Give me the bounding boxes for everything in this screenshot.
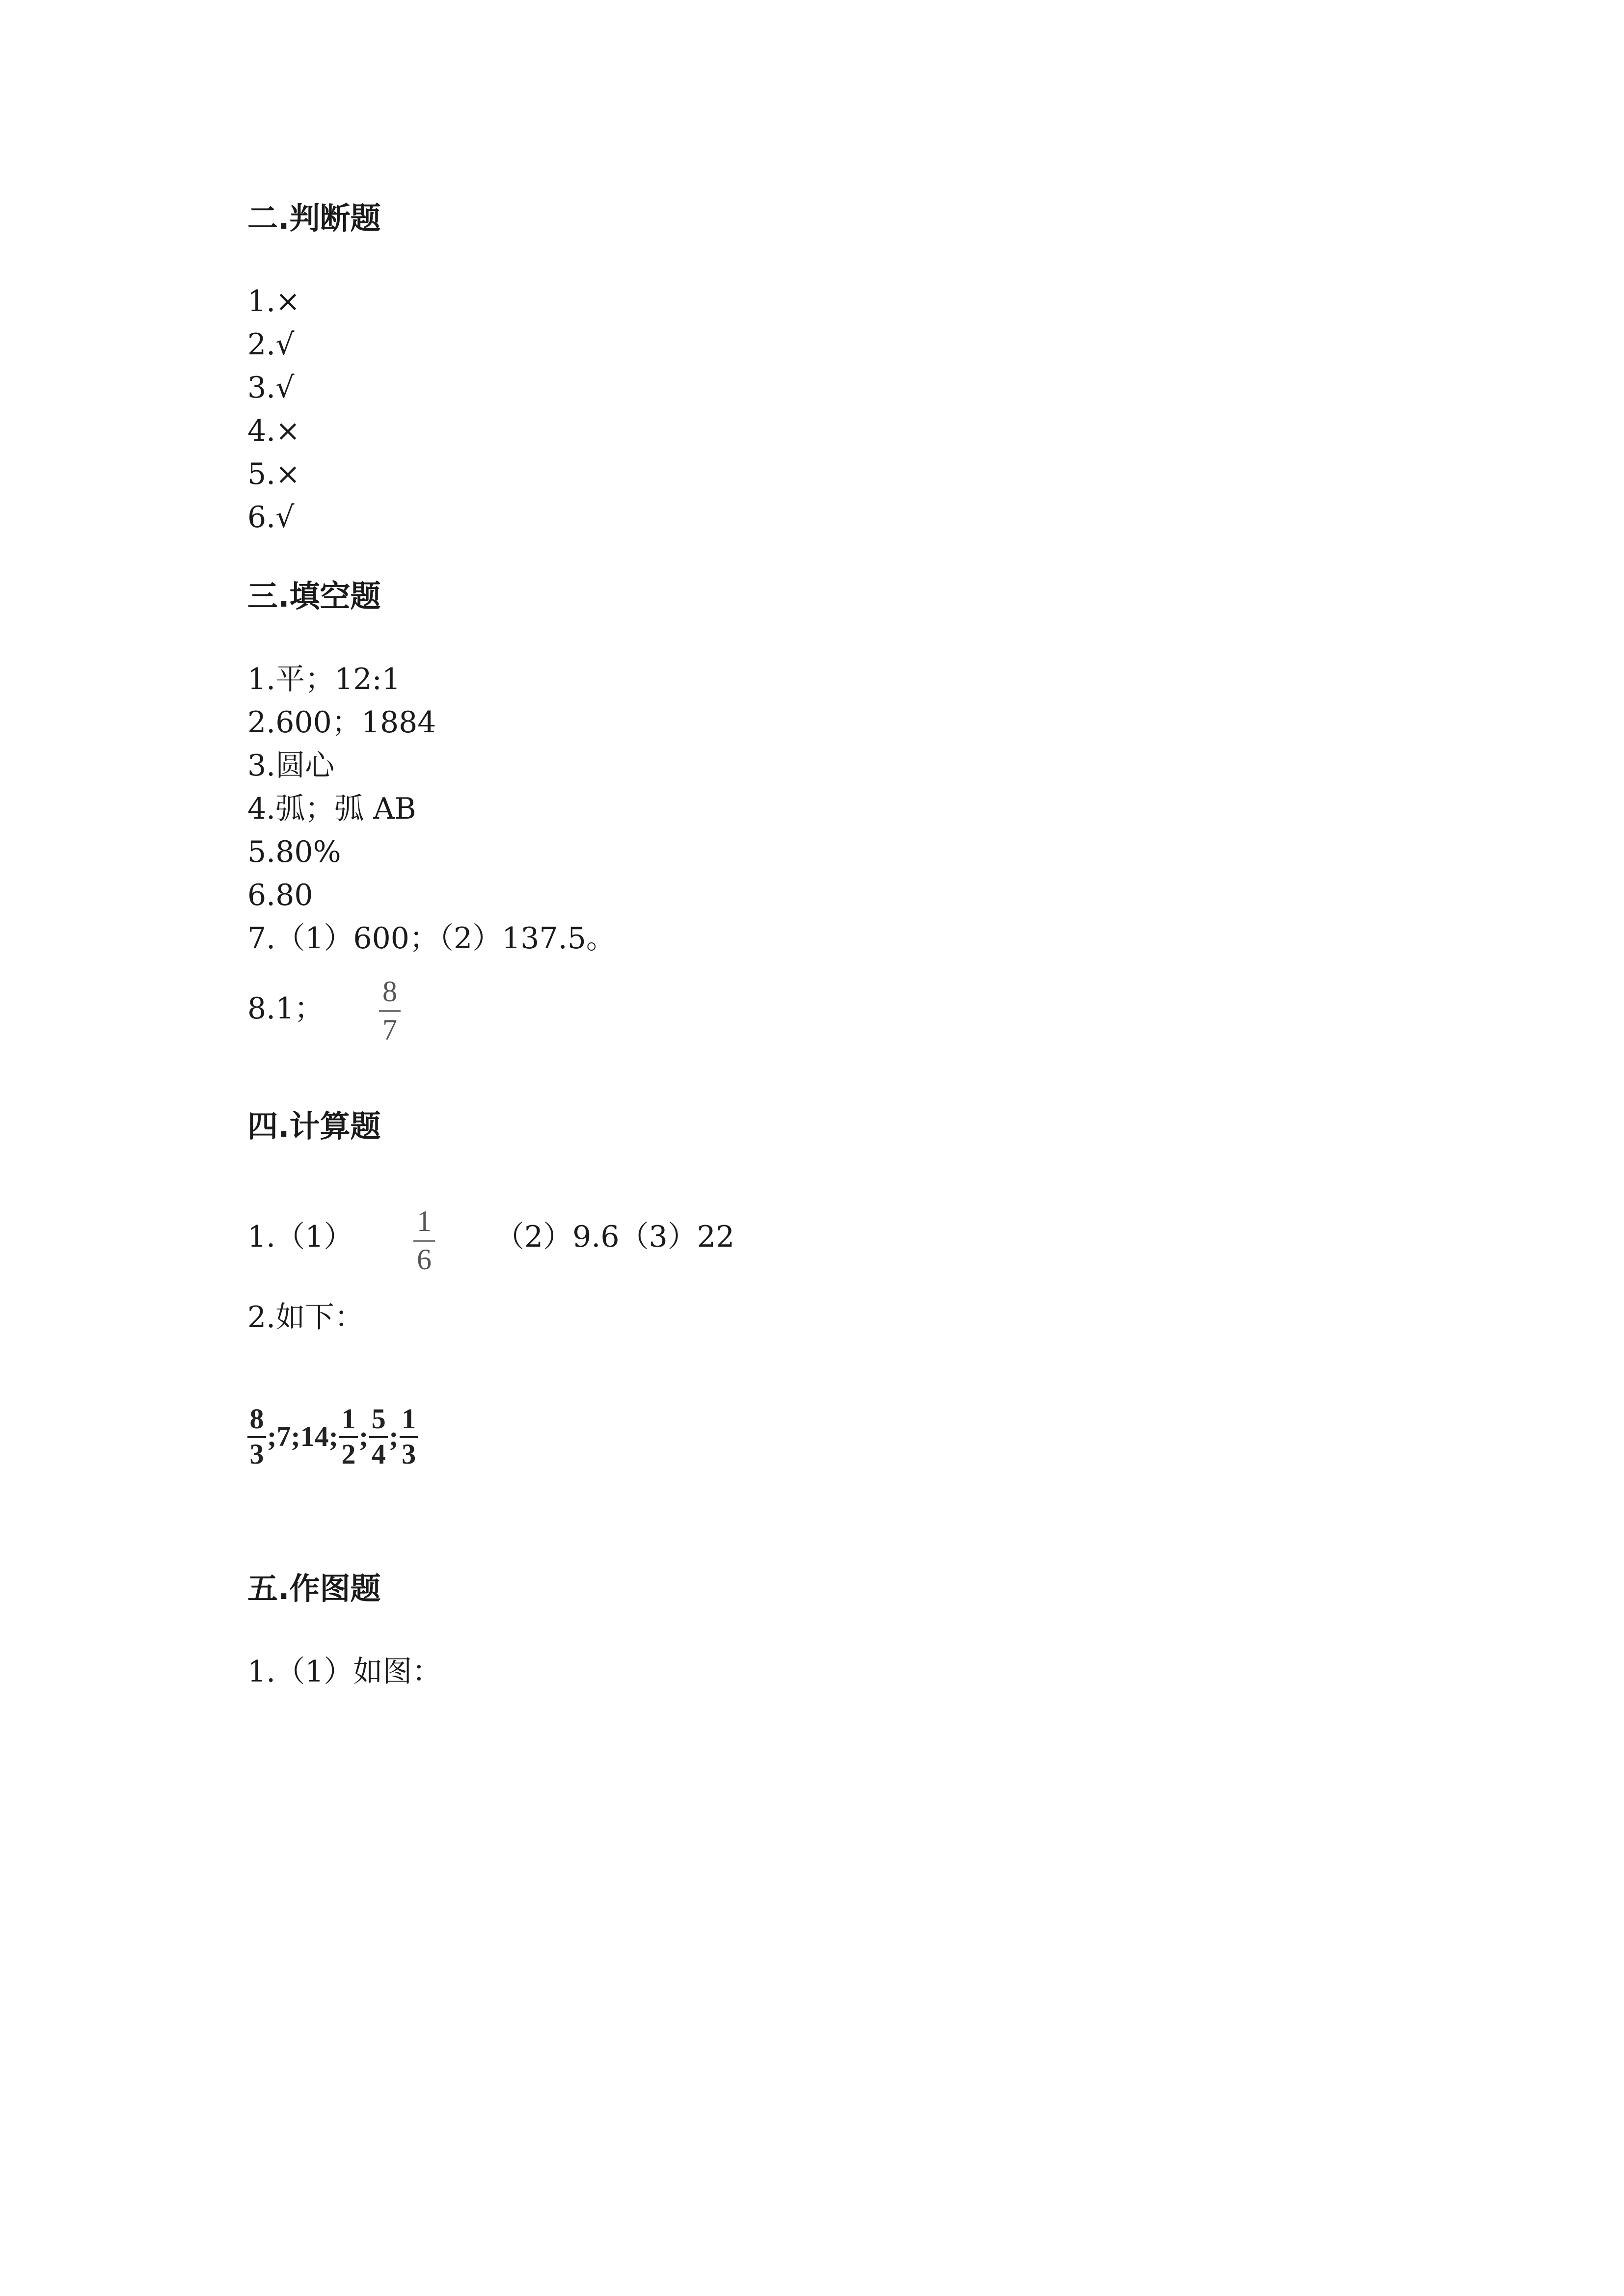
calc-answers-row [247, 1405, 418, 1468]
draw-item-1: 1.（1）如图： [247, 1655, 442, 1689]
calc-item-1-suffix: （2）9.6（3）22 [495, 1220, 735, 1254]
judge-item-5: 5.× [247, 457, 300, 491]
fill-item-4: 4.弧；弧 AB [247, 792, 416, 826]
judge-item-4: 4.× [247, 414, 300, 448]
fill-item-7: 7.（1）600；（2）137.5。 [247, 921, 616, 956]
fraction-denominator: 2 [341, 1438, 356, 1470]
fill-item-8-prefix: 8.1； [247, 991, 324, 1026]
judge-item-2: 2.√ [247, 327, 295, 362]
fraction-numerator: 8 [249, 1403, 264, 1435]
fraction-denominator: 6 [417, 1243, 432, 1276]
fraction-numerator: 5 [371, 1403, 386, 1435]
answer-separator: ; [358, 1420, 369, 1452]
fraction-denominator: 3 [402, 1438, 416, 1470]
fraction-numerator: 1 [341, 1403, 356, 1435]
fill-item-6: 6.80 [247, 878, 313, 912]
fill-item-3: 3.圆心 [247, 748, 335, 783]
section-title-calc: 四.计算题 [247, 1108, 381, 1144]
fraction-numerator: 1 [417, 1205, 432, 1237]
answer-fraction [247, 1405, 266, 1468]
calc-item-1-prefix: 1.（1） [247, 1220, 353, 1254]
fraction-denominator: 4 [371, 1438, 386, 1470]
fill-item-2: 2.600；1884 [247, 705, 436, 740]
answer-fraction [369, 1405, 388, 1468]
judge-item-1: 1.× [247, 284, 300, 319]
fraction-denominator: 3 [249, 1438, 264, 1470]
fill-item-8-fraction [379, 977, 401, 1044]
calc-item-2: 2.如下： [247, 1300, 364, 1335]
fraction-bar [413, 1240, 435, 1242]
answer-separator: ; [389, 1420, 399, 1452]
fraction-numerator: 1 [402, 1403, 416, 1435]
answer-fraction [400, 1405, 418, 1468]
fraction-denominator: 7 [382, 1014, 397, 1046]
section-title-judge: 二.判断题 [247, 200, 381, 236]
answer-text: ;7;14; [267, 1420, 338, 1452]
section-title-draw: 五.作图题 [247, 1571, 381, 1606]
answer-fraction [339, 1405, 358, 1468]
judge-item-6: 6.√ [247, 500, 295, 534]
calc-item-1-fraction [413, 1206, 435, 1274]
fraction-numerator: 8 [382, 975, 397, 1008]
judge-item-3: 3.√ [247, 371, 295, 405]
section-title-fill: 三.填空题 [247, 578, 381, 614]
fraction-bar [379, 1010, 401, 1012]
fill-item-1: 1.平；12:1 [247, 662, 401, 696]
fill-item-5: 5.80% [247, 835, 341, 869]
